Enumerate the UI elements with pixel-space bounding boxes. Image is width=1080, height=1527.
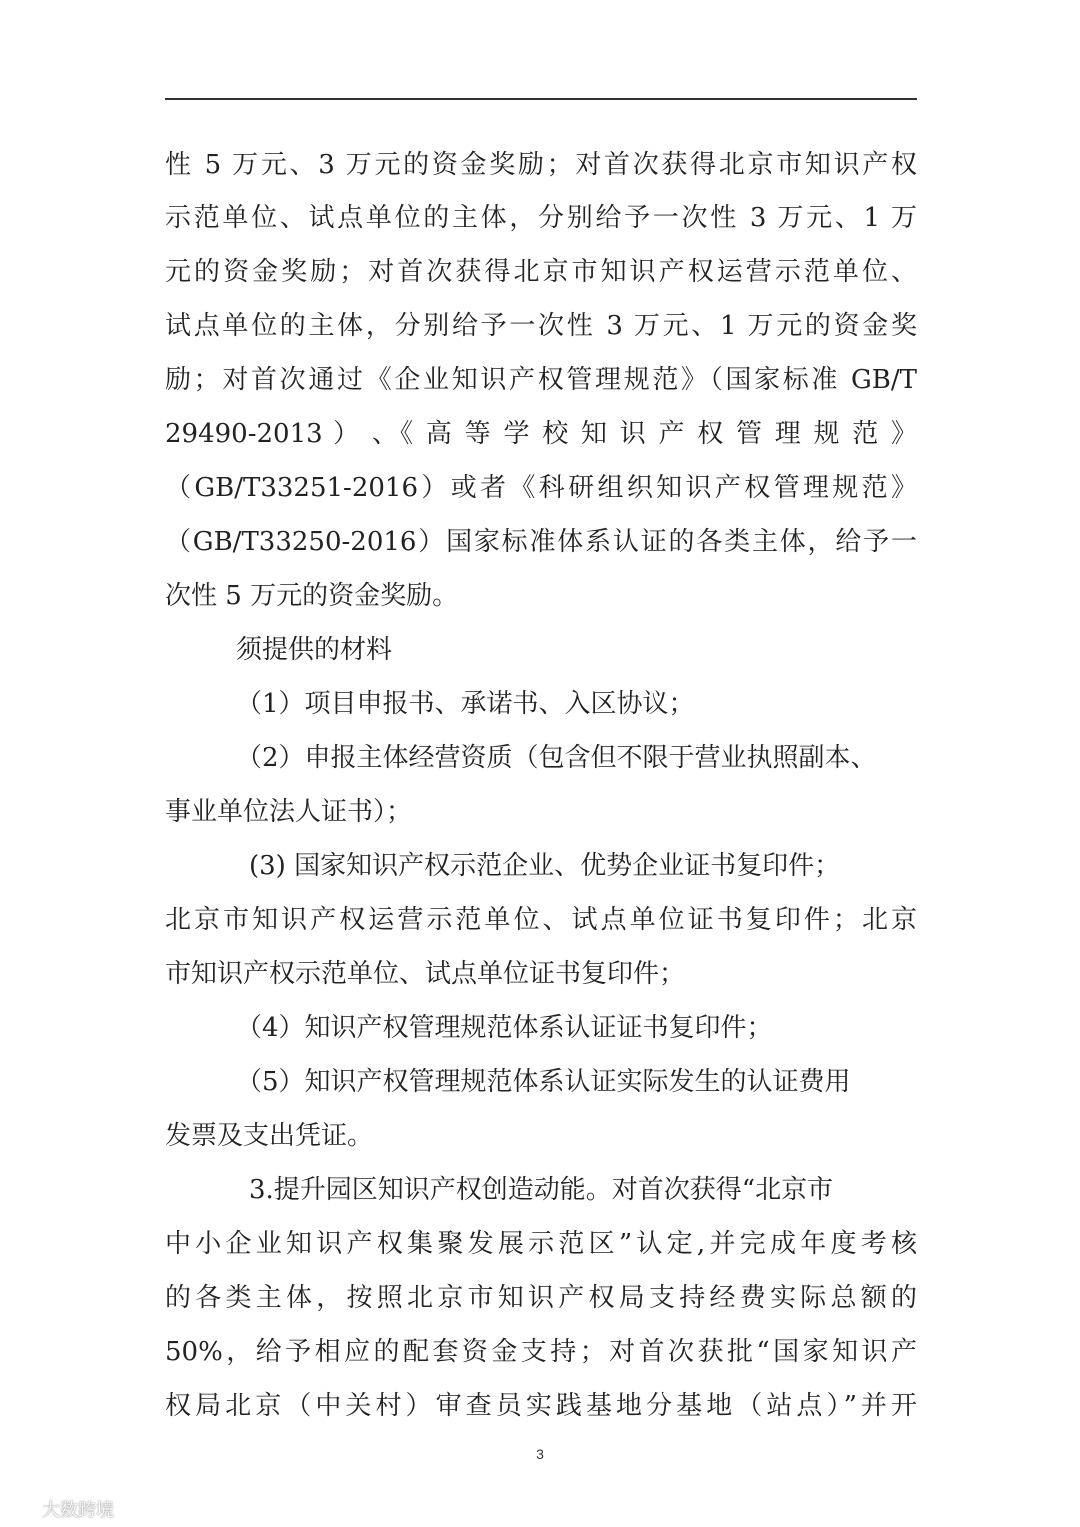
body-line-2: 示范单位、试点单位的主体，分别给予一次性 3 万元、1 万	[165, 203, 917, 233]
material-item-4: （4）知识产权管理规范体系认证证书复印件；	[236, 1013, 773, 1043]
policy-paragraph-line-3: 的各类主体，按照北京市知识产权局支持经费实际总额的	[165, 1283, 917, 1313]
policy-paragraph-line-2: 中小企业知识产权集聚发展示范区”认定,并完成年度考核	[165, 1229, 917, 1259]
weibo-logo-icon	[10, 1498, 36, 1520]
material-item-3: (3) 国家知识产权示范企业、优势企业证书复印件；	[249, 851, 841, 881]
material-item-3-continued-2: 市知识产权示范单位、试点单位证书复印件；	[165, 959, 686, 989]
watermark	[10, 1497, 114, 1521]
body-line-8: （GB/T33250-2016）国家标准体系认证的各类主体，给予一	[165, 527, 917, 557]
body-line-9: 次性 5 万元的资金奖励。	[165, 581, 459, 611]
body-line-1: 性 5 万元、3 万元的资金奖励；对首次获得北京市知识产权	[165, 150, 917, 180]
material-item-2: （2）申报主体经营资质（包含但不限于营业执照副本、	[236, 743, 877, 773]
policy-paragraph-line-5: 权局北京（中关村）审查员实践基地分基地（站点）”并开	[165, 1391, 917, 1421]
watermark-text: 大数跨境	[42, 1500, 114, 1521]
material-item-3-continued-1: 北京市知识产权运营示范单位、试点单位证书复印件；北京	[165, 905, 917, 935]
header-rule	[165, 98, 917, 100]
material-item-1: （1）项目申报书、承诺书、入区协议；	[236, 689, 695, 719]
policy-paragraph-line-1: 3.提升园区知识产权创造动能。对首次获得“北京市	[249, 1175, 834, 1205]
policy-paragraph-line-4: 50%，给予相应的配套资金支持；对首次获批“国家知识产	[165, 1337, 917, 1367]
material-item-2-continued: 事业单位法人证书）；	[165, 797, 413, 827]
body-line-3: 元的资金奖励；对首次获得北京市知识产权运营示范单位、	[165, 257, 917, 287]
section-heading: 须提供的材料	[236, 635, 393, 665]
body-line-6: 29490-2013 ） 、《 高 等 学 校 知 识 产 权 管 理 规 范 》	[165, 419, 917, 449]
body-line-4: 试点单位的主体，分别给予一次性 3 万元、1 万元的资金奖	[165, 311, 917, 341]
page-number: 3	[536, 1446, 544, 1462]
material-item-5-continued: 发票及支出凭证。	[165, 1121, 374, 1151]
material-item-5: （5）知识产权管理规范体系认证实际发生的认证费用	[236, 1067, 851, 1097]
body-line-7: （GB/T33251-2016）或者《科研组织知识产权管理规范》	[165, 473, 917, 503]
body-line-5: 励；对首次通过《企业知识产权管理规范》（国家标准 GB/T	[165, 365, 917, 395]
